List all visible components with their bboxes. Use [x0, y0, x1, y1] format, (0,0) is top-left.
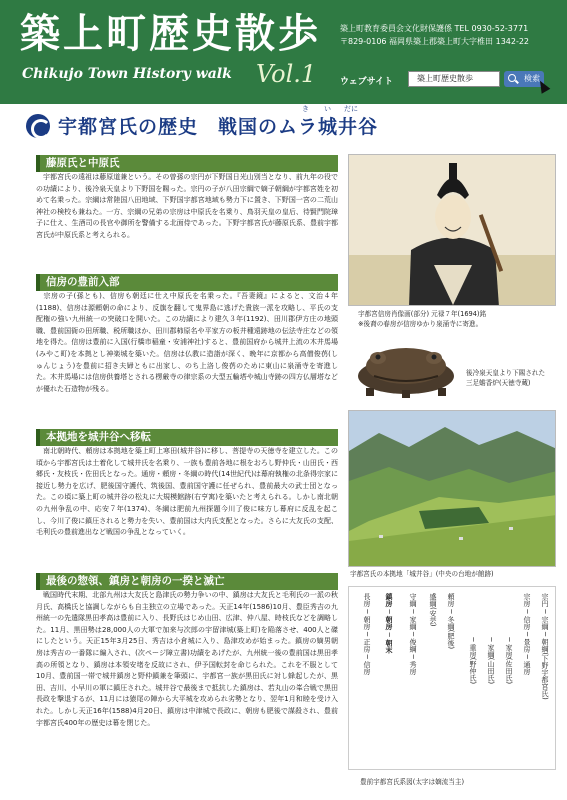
- volume-label: Vol.1: [256, 60, 317, 88]
- tree-column: 頼房 ─ 冬綱(肥後): [447, 593, 455, 650]
- section-body-fujiwara: 宇都宮氏の遠祖は藤原道兼という。その曾孫の宗円が下野国日光山別当となり、前九年の役での功績により、後冷泉天皇より下野国を賜った。宗円の子が八田宗綱で嫡子朝綱が宇都宮姓を初めて名乗った。宗綱は常陸国八田地域、下野国宇都宮地域も勢力下に置き、下野国一宮の二荒山神社の検校も兼ねた。一方、宗綱の兄弟の宗房は中原氏を名乗り、鳥羽天皇の皇后、待賢門院璋子に仕え、生酒司の長官や御所を警備する北面侍であった。下野宇都宮氏が藤原氏系、豊前宇都宮氏が中原氏系と考えられる。: [36, 173, 338, 239]
- ruby-dani: だに: [344, 105, 358, 113]
- article-title: 宇都宮氏の歴史 戦国のムラ城井谷: [58, 116, 379, 138]
- tree-column: 長房 ─ 朝房 ─ 正房 ─ 信房: [363, 593, 371, 675]
- family-tree: [348, 586, 556, 770]
- section-body-nobufusa: 宗房の子(孫とも)、信房も朝廷に仕え中原氏を名乗った。『吾妻鏡』によると、文治４年(1188)、信房は源頼朝の命により、反旗を翻して鬼界島に逃げた貴族一派を攻略し、平氏の支配権の強い九州統一の突破口を開いた。この功績により建久３年(1192)、田川郡伊方庄の地頭職、豊前国衙の田所職、税所職ほか、田川郡柿原名や平家方の板井種遠跡地の伝法寺庄などの領地を得た。信房は豊前に入国(行橋市稲童・安浦神社)すると、豊前国府から城井上流の木井馬場(みやこ町)を本拠とし神楽城を築いた。信房は仏教に造詣が深く、晩年に京都から高僧俊芿(しゅんじょう)を豊前に招き夫婦ともに出家し、のち上洛し俊芿のために東山に泉涌寺を寄進した。木井馬場には信房供養塔とされる楞厳寺の律宗系の大型五輪塔や城山寺跡の四方仏層塔などが優れた石造物が残る。: [36, 292, 338, 393]
- section-body-shigefusa: 戦国時代末期、北部九州は大友氏と島津氏の勢力争いの中、鎮房は大友氏と毛利氏の一派の秋月氏、高橋氏と協調しながらも自主独立の立場であった。天正14年(1586)10月、豊臣秀吉の九州統一の先遣隊黒田孝高は豊前に入り、長野氏はじめ山田、広津、仲八屋、時枝氏などを調略した。11月、黒田勢は28,000人の大軍で加来与次郎の宇留津城(築上町)を陥落させ、400人と磔にしたという。天正15年3月25日、秀吉は小倉城に入り、島津攻めが始まった。鎮房の嫡男朝房は秀吉の一番隊に編入され、(次ページ障立書)功績をあげたが、九州統一後の豊前国は黒田孝高の所領となり、鎮房は本領安堵を反故にされ、伊予国転封を命じられた。これを不服として10月、豊前国一帯で城井鎮房と野仲鎮兼を筆頭に、宇都宮一族が黒田氏に対し蜂起したが、黒田、吉川、小早川の軍に鎮圧された。城井谷で最後まで抵抗した鎮房は、若丸山の峯合戦で黒田長政を撃退するが、11月には猿尾の陣から大平城を攻められ劣勢となり、翌年1月和睦を受け入れた。しかし天正16年(1588)4月20日、鎮房は中津城で長政に、朝房も肥後で謀殺され、豊前宇都宮氏400年の歴史は幕を閉じた。: [36, 591, 338, 727]
- portrait-caption: 宇都宮信房肖像画(部分) 元禄７年(1694)銘 ※後裔の春房が信房ゆかり泉涌寺に寄進。: [358, 310, 487, 328]
- incense-burner-photo: [348, 332, 464, 400]
- ruby-ki: き: [302, 105, 309, 113]
- mouse-cursor-icon: [536, 78, 551, 93]
- tree-column: ─ 家房(佐田氏): [505, 593, 513, 685]
- contact-line-1: 築上町教育委員会文化財保護係 TEL 0930-52-3771: [340, 24, 529, 33]
- search-icon: [508, 74, 516, 82]
- page-subtitle: Chikujo Town History walk: [22, 66, 232, 82]
- website-label: ウェブサイト: [340, 77, 394, 87]
- portrait-photo: [348, 154, 556, 306]
- tree-column: 盛綱(安芸): [429, 593, 437, 627]
- incense-caption: 後冷泉天皇より下賜された 三足蟾香炉(天徳寺蔵): [466, 369, 546, 387]
- tree-column: ─ 重房(野仲氏): [469, 593, 477, 685]
- tree-column: 鎮房 ─ 朝房 ─ 朝末: [385, 593, 393, 654]
- family-crest-icon: [26, 114, 50, 138]
- section-heading-nobufusa: 信房の豊前入部: [36, 274, 338, 291]
- section-heading-shigefusa: 最後の惣領、鎮房と朝房の一揆と滅亡: [36, 573, 338, 590]
- ruby-i: い: [324, 105, 331, 113]
- valley-photo: [348, 410, 556, 567]
- page-header: [0, 0, 567, 104]
- portrait-illustration: [349, 155, 556, 306]
- section-body-kiidani: 南北朝時代、頼房は本拠地を築上町上寒田(城井谷)に移し、菩提寺の天徳寺を建立した。この頃から宇都宮氏は土着化して城井氏を名乗り、一族も豊前各地に根をおろし野仲氏・山田氏・西郷氏・友枝氏・佐田氏となった。通房・頼房・冬綱の時代(14世紀代)は幕府執権の北条得宗家に接近し勢力を広げ、肥後国守護代、筑後国、豊前国守護に任ぜられ、豊前最大の武士団となった。この頃に築上町の城井谷の松丸に大規模館跡(右亨寓)を築いたと考えられる。しかし南北朝の九州争乱の中、応安７年(1374)、冬綱は肥前九州探題今川了俊に味方し幕府に反乱を起こし、今川了俊に鎮圧されると勢力を失い、豊前国は大内氏支配となった。さらに大友氏の支配、毛利氏の豊前進出など戦国の争乱となっていく。: [36, 447, 338, 537]
- toad-incense-illustration: [348, 332, 464, 400]
- search-input[interactable]: 築上町歴史散歩: [408, 71, 500, 87]
- section-heading-kiidani: 本拠地を城井谷へ移転: [36, 429, 338, 446]
- valley-illustration: [349, 411, 556, 567]
- contact-line-2: 〒829-0106 福岡県築上郡築上町大字椎田 1342-22: [340, 37, 530, 46]
- contact-info: [340, 22, 562, 48]
- section-heading-fujiwara: 藤原氏と中原氏: [36, 155, 338, 172]
- page-title: 築上町歴史散歩: [20, 10, 321, 57]
- tree-column: ─ 家綱(山田氏): [487, 593, 495, 685]
- tree-column: 宗房 ─ 信房 ─ 景房 ─ 通房: [523, 593, 531, 675]
- search-button-label: 検索: [524, 74, 540, 83]
- family-tree-caption: 豊前宇都宮氏系図(太字は嫡流当主): [360, 778, 465, 786]
- valley-caption: 宇都宮氏の本拠地「城井谷」(中央の台地が館跡): [350, 570, 494, 578]
- tree-column: 守綱 ─ 家綱 ─ 俊綱 ─ 秀房: [409, 593, 417, 675]
- tree-column: 宗円 ─ 宗綱 ─ 朝綱(下野宇都宮氏): [541, 593, 549, 700]
